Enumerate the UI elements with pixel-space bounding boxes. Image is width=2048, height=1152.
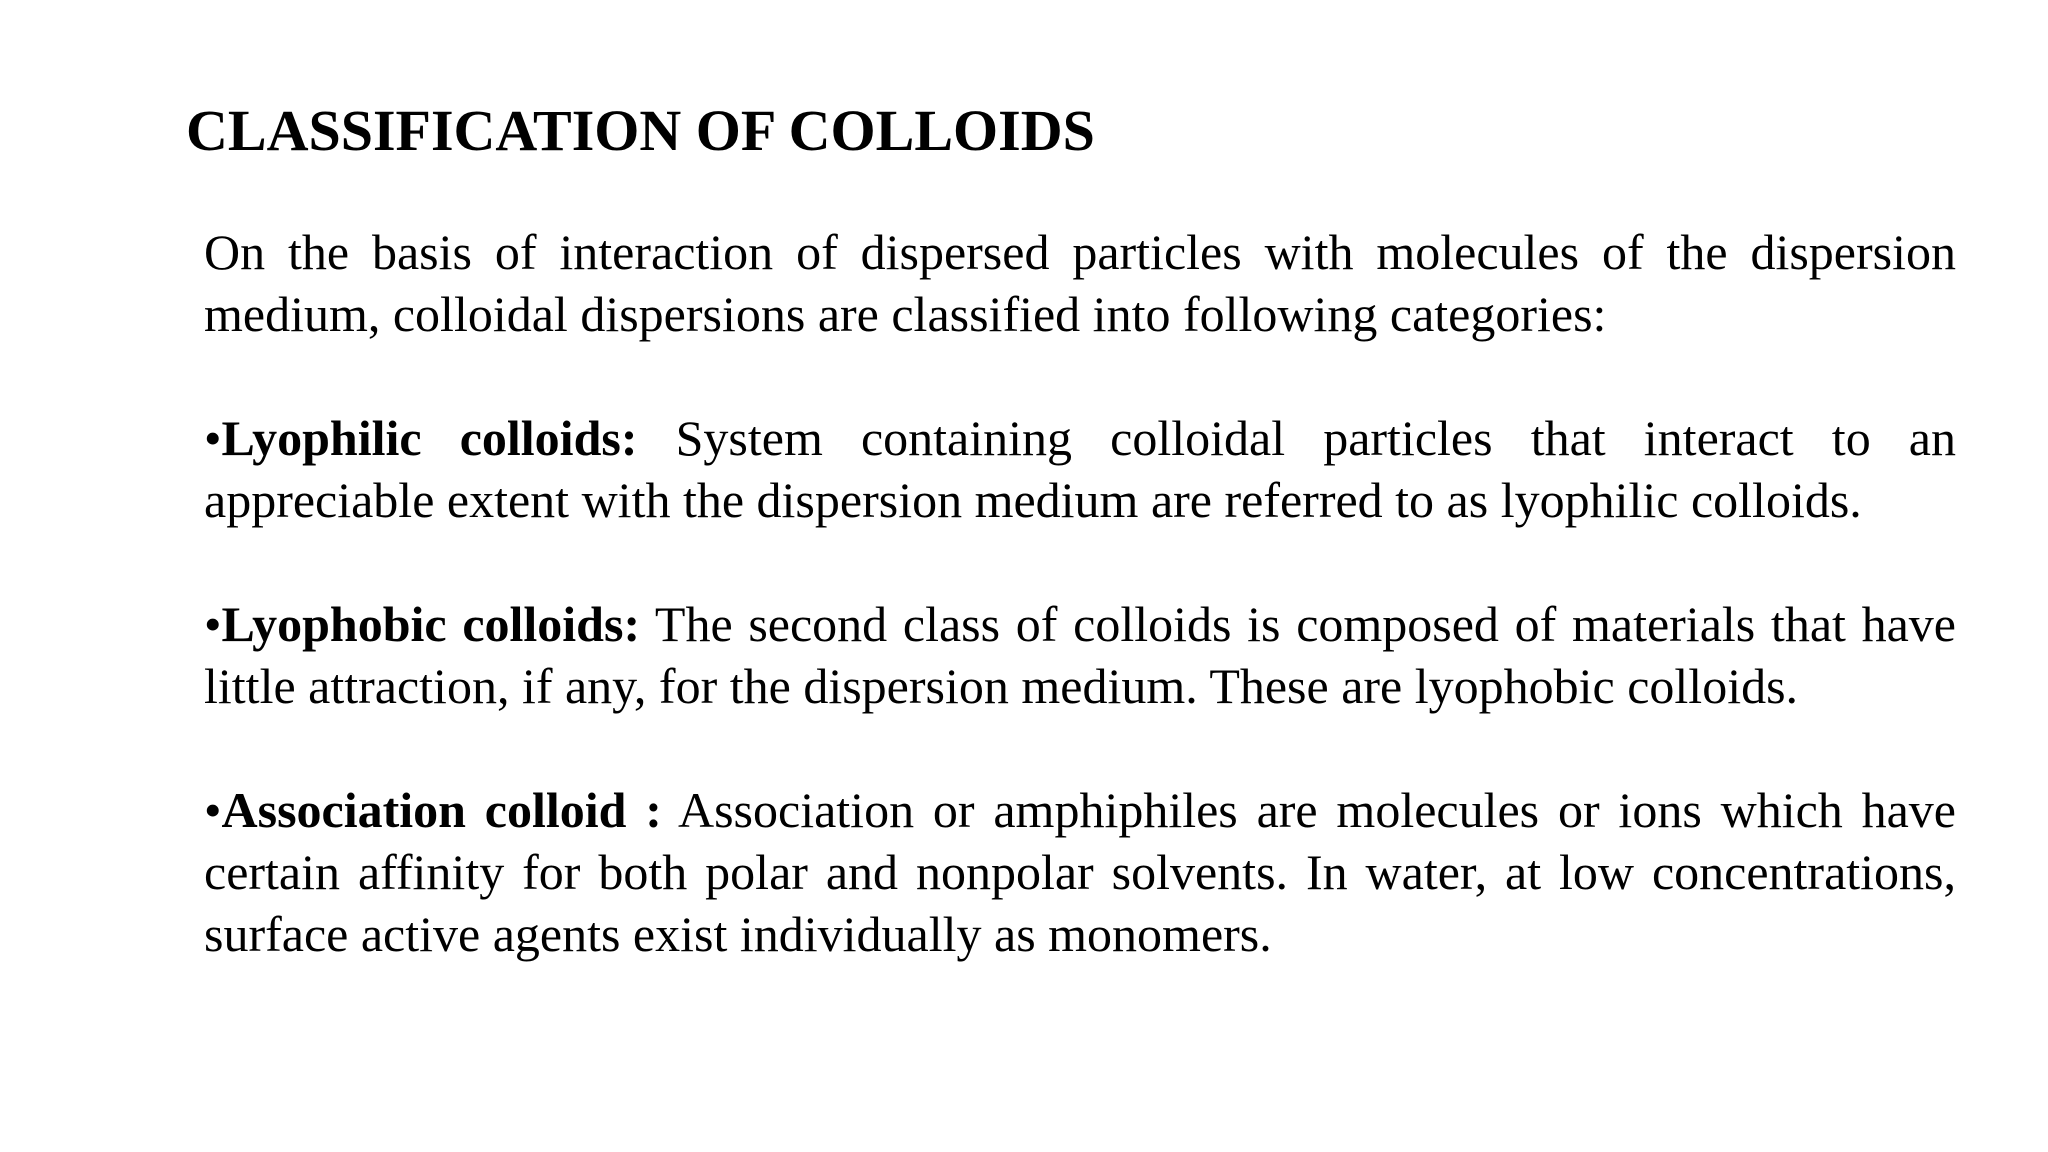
association-term: Association colloid : xyxy=(221,782,662,838)
lyophobic-term: Lyophobic colloids: xyxy=(221,596,641,652)
association-paragraph xyxy=(204,779,1956,965)
bullet: • xyxy=(204,596,222,652)
bullet: • xyxy=(204,782,222,838)
intro-paragraph: On the basis of interaction of dispersed particles with molecules of the dispersion medium, colloidal dispersions are classified into following categories: xyxy=(204,224,1956,342)
lyophilic-term: Lyophilic colloids: xyxy=(221,410,638,466)
lyophilic-paragraph xyxy=(204,407,1956,531)
slide-title: CLASSIFICATION OF COLLOIDS xyxy=(186,98,1095,163)
lyophobic-paragraph xyxy=(204,593,1956,717)
association-text: Association or amphiphiles are molecules or ions which have certain affinity for both polar and nonpolar solvents. In water, at low concentrations, surface active agents exist individually as monomers. xyxy=(204,782,1956,962)
lyophobic-text: The second class of colloids is composed of materials that have little attraction, if any, for the dispersion medium. These are lyophobic colloids. xyxy=(204,596,1956,714)
bullet: • xyxy=(204,410,222,466)
lyophilic-text: System containing colloidal particles that interact to an appreciable extent with the dispersion medium are referred to as lyophilic colloids. xyxy=(204,410,1957,528)
slide-body xyxy=(204,221,1956,965)
